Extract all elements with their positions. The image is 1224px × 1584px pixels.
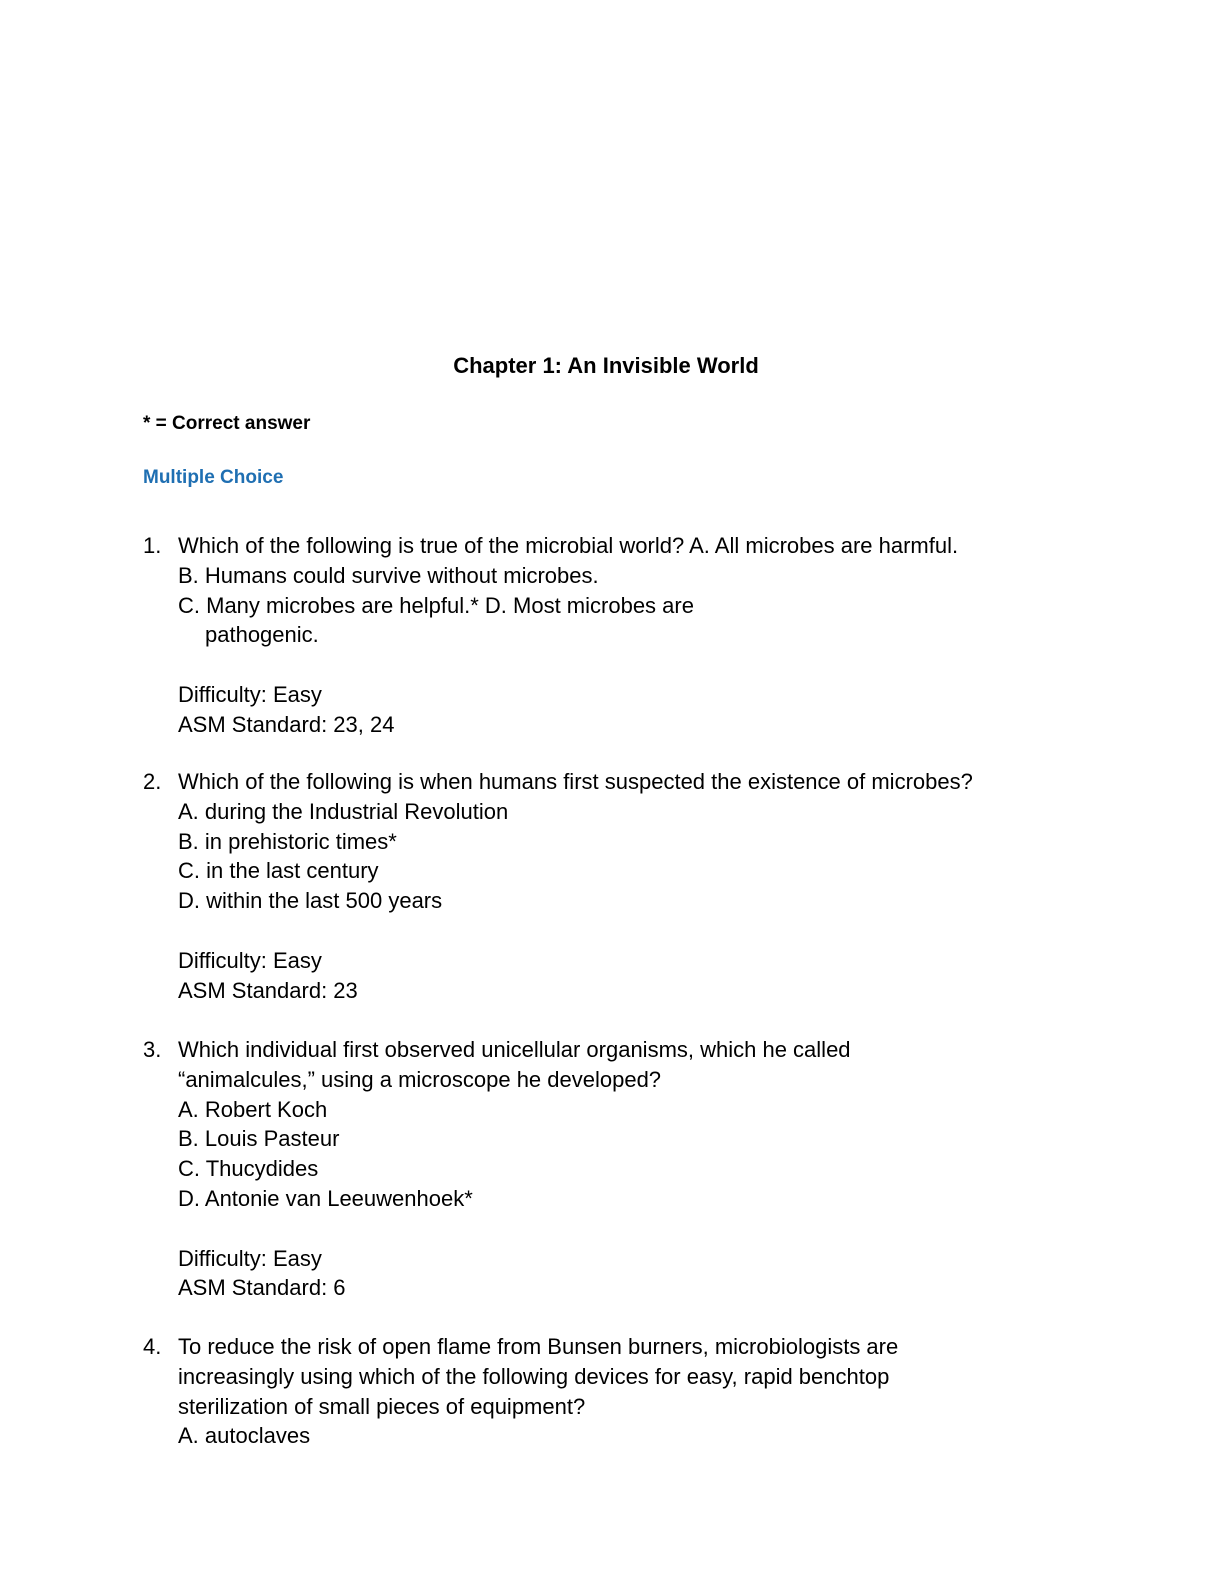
question-3 [143,1035,1073,1303]
question-1 [143,531,1073,740]
answer-key-note: * = Correct answer [143,413,311,434]
question-text: Which of the following is true of the microbial world? A. All microbes are harmful. [178,533,959,558]
section-heading: Multiple Choice [143,467,284,488]
answer-option: A. during the Industrial Revolution [178,798,509,824]
question-number: 1. [143,533,162,558]
question-number: 3. [143,1037,162,1062]
question-text: increasingly using which of the following devices for easy, rapid benchtop [178,1363,890,1389]
question-text: Which individual first observed unicellular organisms, which he called [178,1037,851,1062]
answer-option: A. autoclaves [178,1423,311,1449]
difficulty-label: Difficulty: Easy [178,947,322,973]
difficulty-label: Difficulty: Easy [178,681,322,707]
asm-standard-label: ASM Standard: 23 [178,977,358,1003]
asm-standard-label: ASM Standard: 6 [178,1275,346,1301]
question-number: 4. [143,1334,162,1359]
answer-option: D. Antonie van Leeuwenhoek* [178,1185,473,1211]
answer-option: C. Many microbes are helpful.* D. Most microbes are [178,592,694,618]
question-2 [143,767,1073,1005]
question-text: “animalcules,” using a microscope he developed? [178,1066,662,1092]
question-text: To reduce the risk of open flame from Bunsen burners, microbiologists are [178,1334,899,1359]
answer-option: B. Humans could survive without microbes. [178,562,599,588]
difficulty-label: Difficulty: Easy [178,1245,322,1271]
chapter-title: Chapter 1: An Invisible World [453,353,759,378]
answer-option: B. in prehistoric times* [178,828,397,854]
answer-option: D. within the last 500 years [178,888,443,914]
question-number: 2. [143,769,162,794]
answer-option: C. in the last century [178,858,379,884]
question-4 [143,1332,1073,1451]
answer-option: pathogenic. [205,622,319,648]
asm-standard-label: ASM Standard: 23, 24 [178,711,395,737]
answer-option: B. Louis Pasteur [178,1126,340,1152]
answer-option: A. Robert Koch [178,1096,328,1122]
answer-option: C. Thucydides [178,1156,319,1182]
question-text: Which of the following is when humans first suspected the existence of microbes? [178,769,973,794]
question-text: sterilization of small pieces of equipment? [178,1393,586,1419]
